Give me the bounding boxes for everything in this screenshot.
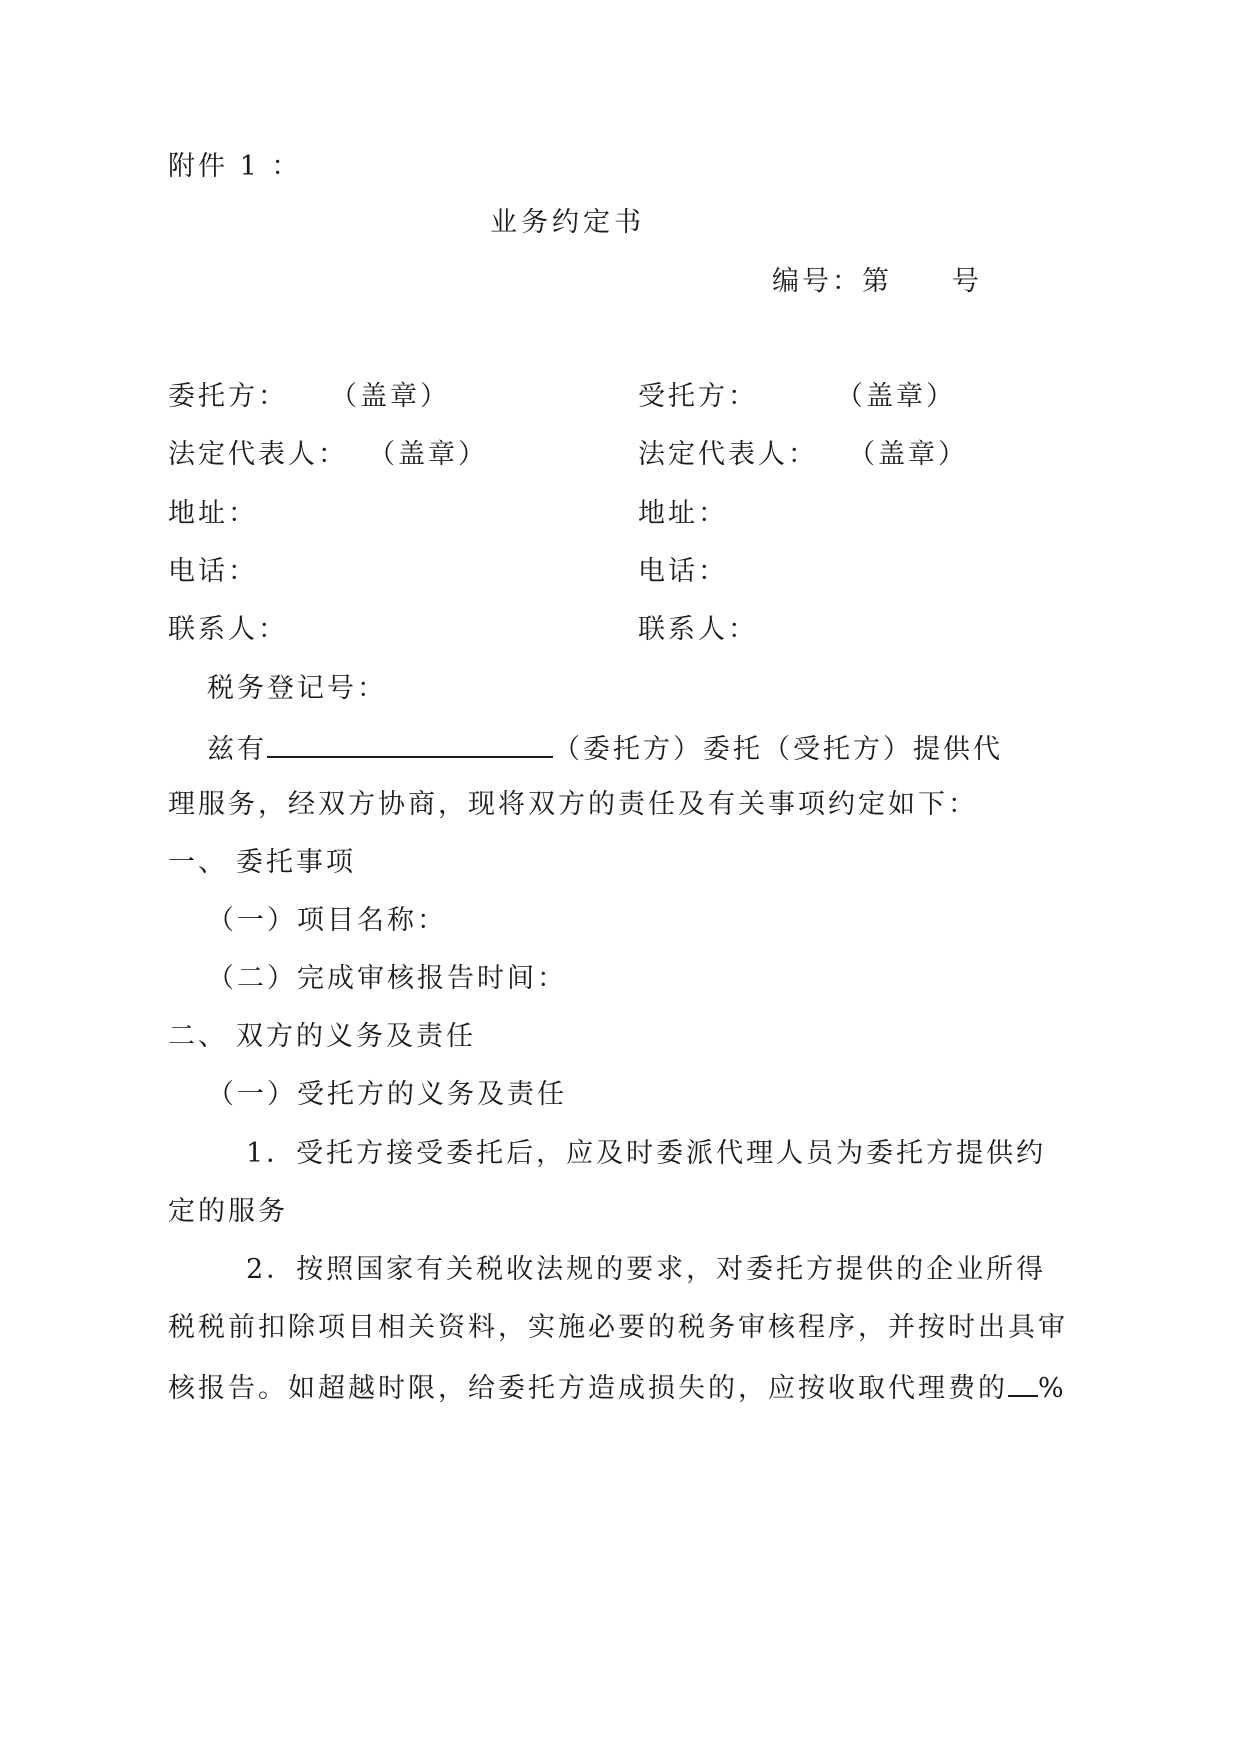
party-b-entrusted-seal: （盖章） [836, 381, 956, 412]
clause-2-line-3 [168, 1369, 1067, 1406]
party-a-entrust-label: 委托方： [168, 381, 288, 412]
tax-registration-label: 税务登记号： [207, 673, 387, 704]
section-2-title: 双方的义务及责任 [236, 1021, 476, 1052]
party-b-contact-label: 联系人： [638, 614, 758, 645]
party-b-phone-label: 电话： [638, 556, 728, 587]
percent-sign: % [1038, 1373, 1067, 1404]
clause-2-line-2: 税税前扣除项目相关资料，实施必要的税务审核程序，并按时出具审 [168, 1312, 1068, 1343]
intro-prefix: 兹有 [207, 734, 267, 765]
party-a-contact-label: 联系人： [168, 614, 288, 645]
party-b-address-label: 地址： [638, 498, 728, 529]
section-2-subsection-1: （一）受托方的义务及责任 [207, 1079, 567, 1110]
section-1-item-1: （一）项目名称： [207, 905, 447, 936]
party-a-entrust-seal: （盖章） [330, 381, 450, 412]
client-name-blank [267, 730, 553, 758]
section-1-number: 一、 [168, 847, 228, 878]
document-title: 业务约定书 [490, 207, 645, 238]
clause-2-line-3-text: 核报告。如超越时限，给委托方造成损失的，应按收取代理费的 [168, 1373, 1008, 1404]
party-b-entrusted-label: 受托方： [638, 381, 758, 412]
party-b-legal-rep-label: 法定代表人： [638, 439, 818, 470]
party-a-phone-label: 电话： [168, 556, 258, 587]
intro-line-1 [207, 730, 1003, 767]
section-2-number: 二、 [168, 1021, 228, 1052]
party-a-address-label: 地址： [168, 498, 258, 529]
document-number: 编号：第 号 [772, 266, 982, 297]
attachment-label: 附件 1 ： [168, 151, 302, 182]
percentage-blank [1008, 1369, 1038, 1397]
intro-line-2: 理服务，经双方协商，现将双方的责任及有关事项约定如下： [168, 789, 978, 820]
section-1-item-2: （二）完成审核报告时间： [207, 963, 567, 994]
intro-suffix: （委托方）委托（受托方）提供代 [553, 734, 1003, 765]
party-b-legal-rep-seal: （盖章） [848, 439, 968, 470]
party-a-legal-rep-seal: （盖章） [368, 439, 488, 470]
clause-1-line-1: 1．受托方接受委托后，应及时委派代理人员为委托方提供约 [246, 1138, 1047, 1169]
clause-1-line-2: 定的服务 [168, 1196, 288, 1227]
party-a-legal-rep-label: 法定代表人： [168, 439, 348, 470]
section-1-title: 委托事项 [236, 847, 356, 878]
clause-2-line-1: 2．按照国家有关税收法规的要求，对委托方提供的企业所得 [246, 1254, 1047, 1285]
